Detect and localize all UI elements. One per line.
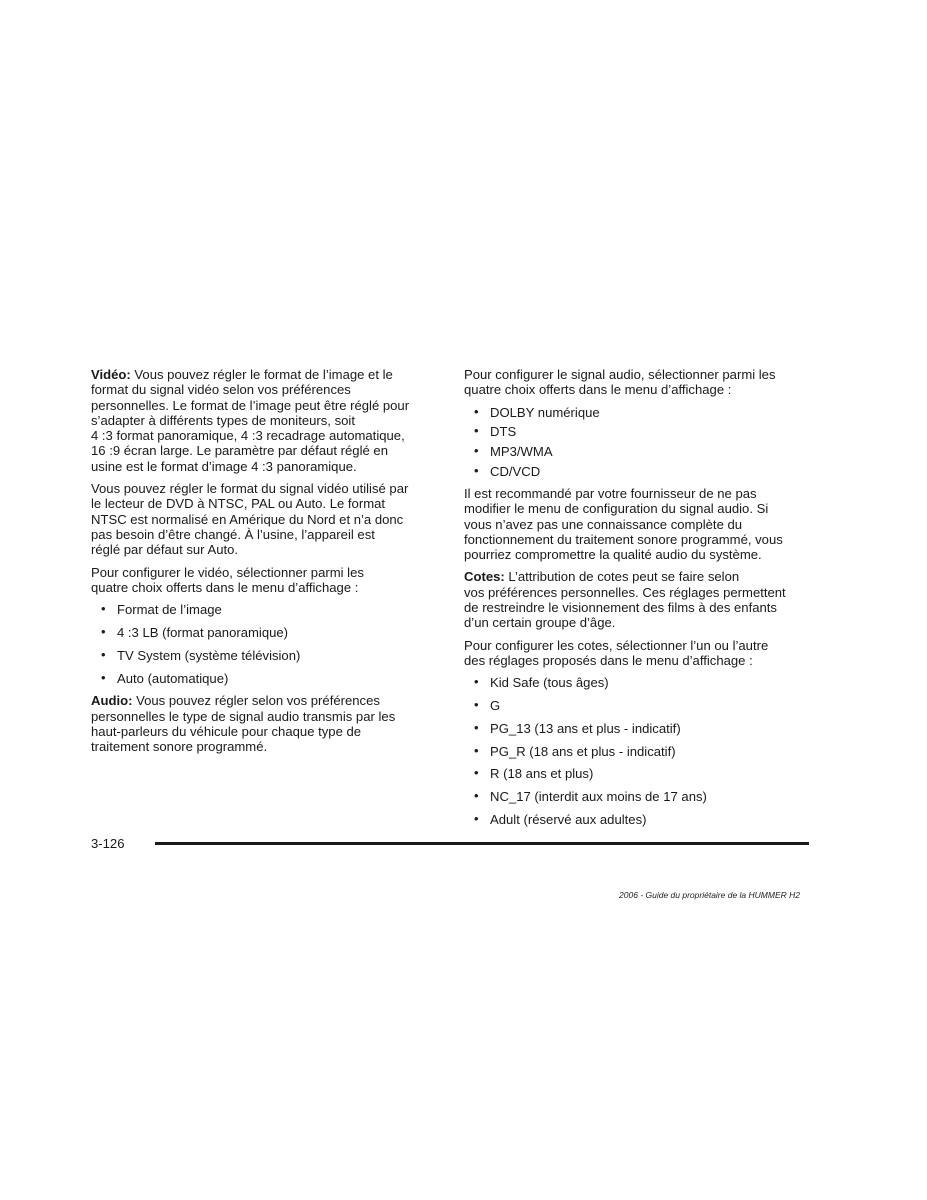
bullet-icon: • bbox=[474, 442, 479, 458]
list-item: • MP3/WMA bbox=[474, 442, 553, 459]
bullet-icon: • bbox=[101, 669, 106, 685]
cotes-paragraph bbox=[464, 569, 809, 630]
bullet-icon: • bbox=[474, 719, 479, 735]
video-text: Vous pouvez régler le format de l’image et le format du signal vidéo selon vos préférences personnelles. Le format de l’image peut être réglé pour s’adapter à différents types de moniteurs, soit 4 :3 format panoramique, 4 :3 recadrage automatique, 16 :9 écran large. Le paramètre par défaut réglé en usine est le format d’image 4 :3 panoramique. bbox=[91, 367, 410, 474]
list-item: • Kid Safe (tous âges) bbox=[474, 674, 609, 691]
audio-paragraph bbox=[91, 693, 438, 754]
footer-caption: 2006 - Guide du propriétaire de la HUMMER H2 bbox=[619, 890, 800, 900]
recommendation-paragraph: Il est recommandé par votre fournisseur de ne pas modifier le menu de configuration du signal audio. Si vous n’avez pas une connaissance complète du fonctionnement du traitement sonore programmé, vous pourriez compromettre la qualité audio du système. bbox=[464, 485, 783, 563]
page-number: 3-126 bbox=[91, 836, 125, 851]
video-paragraph bbox=[91, 367, 438, 474]
audio-heading: Audio: bbox=[91, 693, 133, 709]
configure-audio-paragraph: Pour configurer le signal audio, sélectionner parmi les quatre choix offerts dans le menu d’affichage : bbox=[464, 367, 776, 398]
list-item: • PG_13 (13 ans et plus - indicatif) bbox=[474, 719, 681, 736]
configure-cotes-paragraph: Pour configurer les cotes, sélectionner l’un ou l’autre des réglages proposés dans le menu d’affichage : bbox=[464, 637, 769, 668]
cotes-text: L’attribution de cotes peut se faire selon vos préférences personnelles. Ces réglages permettent de restreindre le visionnement des films à des enfants d’un certain groupe d’âge. bbox=[464, 569, 786, 631]
left-column bbox=[91, 367, 438, 762]
list-item: • PG_R (18 ans et plus - indicatif) bbox=[474, 742, 676, 759]
audio-options-list bbox=[464, 405, 809, 479]
bullet-icon: • bbox=[474, 403, 479, 419]
footer-rule bbox=[155, 842, 809, 845]
list-item: • R (18 ans et plus) bbox=[474, 765, 594, 782]
right-column bbox=[464, 367, 809, 835]
list-item: • DOLBY numérique bbox=[474, 403, 600, 420]
bullet-icon: • bbox=[474, 811, 479, 826]
bullet-icon: • bbox=[474, 674, 479, 690]
audio-text: Vous pouvez régler selon vos préférences personnelles le type de signal audio transmis par les haut-parleurs du véhicule pour chaque type de traitement sonore programmé. bbox=[91, 693, 396, 755]
list-item: • Format de l’image bbox=[101, 601, 222, 618]
bullet-icon: • bbox=[474, 742, 479, 758]
bullet-icon: • bbox=[101, 646, 106, 662]
signal-format-paragraph: Vous pouvez régler le format du signal vidéo utilisé par le lecteur de DVD à NTSC, PAL ou Auto. Le format NTSC est normalisé en Amérique du Nord et n’a donc pas besoin d’être changé. À l’usine, l’appareil est réglé par défaut sur Auto. bbox=[91, 481, 409, 558]
bullet-icon: • bbox=[474, 765, 479, 781]
list-item: • DTS bbox=[474, 423, 517, 440]
bullet-icon: • bbox=[474, 697, 479, 713]
list-item: • NC_17 (interdit aux moins de 17 ans) bbox=[474, 788, 707, 805]
video-heading: Vidéo: bbox=[91, 367, 131, 382]
video-options-list bbox=[91, 602, 438, 686]
list-item: • 4 :3 LB (format panoramique) bbox=[101, 623, 289, 640]
bullet-icon: • bbox=[474, 788, 479, 804]
list-item: • G bbox=[474, 697, 501, 714]
rating-options-list bbox=[464, 675, 809, 827]
list-item: • TV System (système télévision) bbox=[101, 646, 301, 663]
list-item: • CD/VCD bbox=[474, 462, 541, 479]
cotes-heading: Cotes: bbox=[464, 569, 505, 585]
bullet-icon: • bbox=[474, 423, 479, 439]
bullet-icon: • bbox=[474, 462, 479, 478]
bullet-icon: • bbox=[101, 623, 106, 639]
bullet-icon: • bbox=[101, 601, 106, 617]
list-item: • Adult (réservé aux adultes) bbox=[474, 811, 647, 827]
list-item: • Auto (automatique) bbox=[101, 669, 229, 686]
configure-video-paragraph: Pour configurer le vidéo, sélectionner parmi les quatre choix offerts dans le menu d’affichage : bbox=[91, 564, 364, 595]
